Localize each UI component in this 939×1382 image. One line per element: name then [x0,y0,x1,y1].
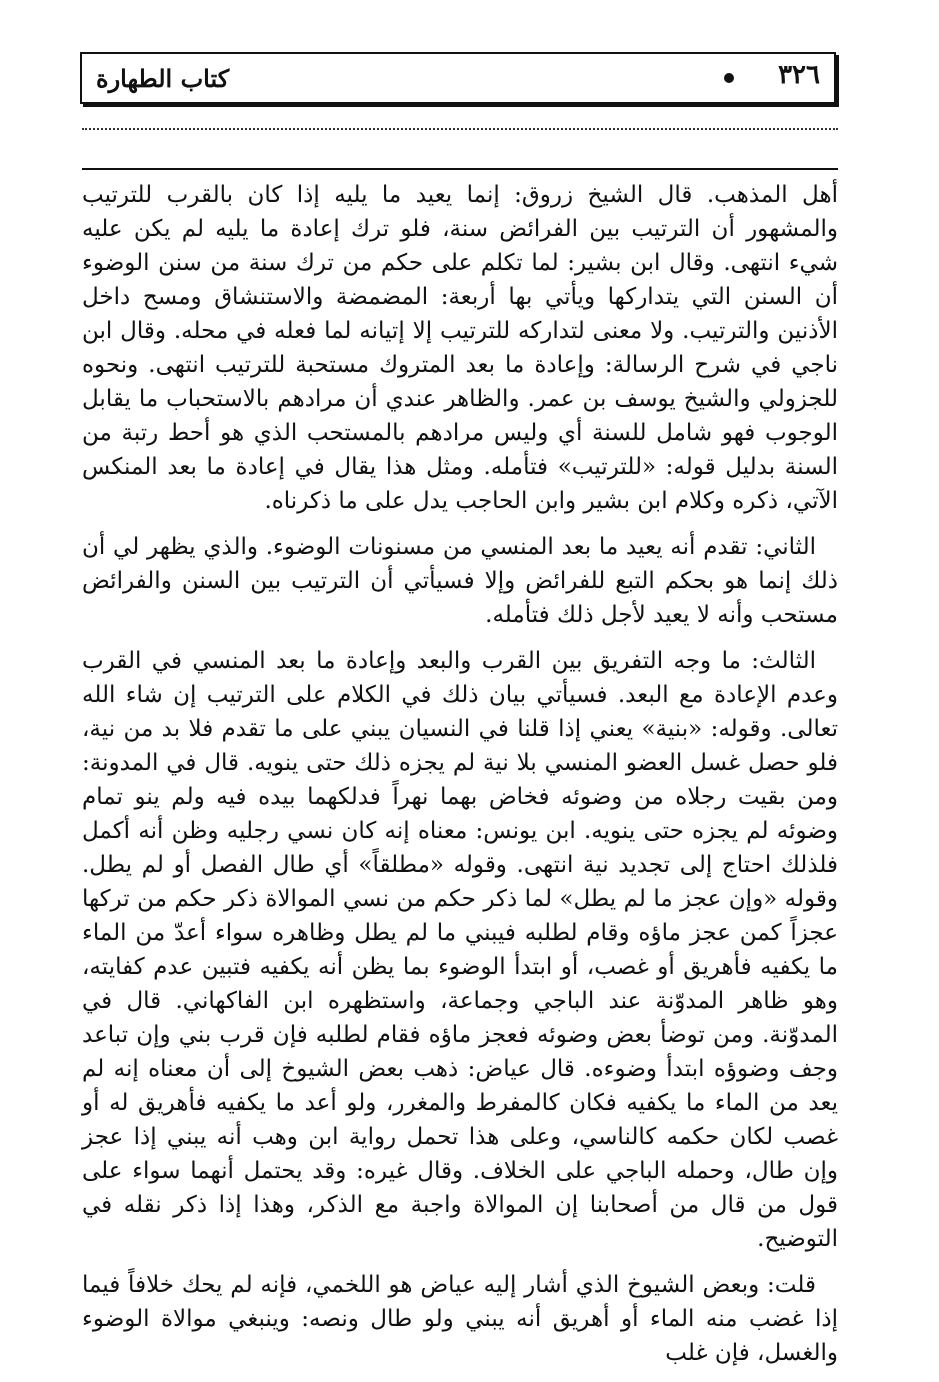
chapter-title: كتاب الطهارة [96,64,230,93]
page-number: ٣٢٦ [778,60,820,90]
dotted-separator [82,128,838,132]
horizontal-rule [82,168,838,170]
body-text [82,178,838,1382]
running-header [80,52,836,104]
header-bullet-dot [724,73,734,83]
paragraph: أهل المذهب. قال الشيخ زروق: إنما يعيد ما يليه إذا كان بالقرب للترتيب والمشهور أن الترتيب بين الفرائض سنة، فلو ترك إعادة ما يليه لم يكن عليه شيء انتهى. وقال ابن بشير: لما تكلم على حكم من ترك سنة من سنن الوضوء أن السنن التي يتداركها ويأتي بها أربعة: المضمضة والاستنشاق ومسح داخل الأذنين والترتيب. ولا معنى لتداركه للترتيب إلا إتيانه لما فعله في محله. وقال ابن ناجي في شرح الرسالة: وإعادة ما بعد المتروك مستحبة للترتيب انتهى. ونحوه للجزولي والشيخ يوسف بن عمر. والظاهر عندي أن مرادهم بالاستحباب ما يقابل الوجوب فهو شامل للسنة أي وليس مرادهم بالمستحب الذي هو أحط رتبة من السنة بدليل قوله: «للترتيب» فتأمله. ومثل هذا يقال في إعادة ما بعد المنكس الآتي، ذكره وكلام ابن بشير وابن الحاجب يدل على ما ذكرناه. [82,182,838,514]
paragraph: قلت: وبعض الشيوخ الذي أشار إليه عياض هو اللخمي، فإنه لم يحك خلافاً فيما إذا غضب منه الماء أو أهريق أنه يبني ولو طال ونصه: وينبغي موالاة الوضوء والغسل، فإن غلب [82,1272,838,1366]
paragraph: الثاني: تقدم أنه يعيد ما بعد المنسي من مسنونات الوضوء. والذي يظهر لي أن ذلك إنما هو بحكم التبع للفرائض وإلا فسيأتي أن الترتيب بين السنن والفرائض مستحب وأنه لا يعيد لأجل ذلك فتأمله. [82,534,838,628]
paragraph: الثالث: ما وجه التفريق بين القرب والبعد وإعادة ما بعد المنسي في القرب وعدم الإعادة مع البعد. فسيأتي بيان ذلك في الكلام على الترتيب إن شاء الله تعالى. وقوله: «بنية» يعني إذا قلنا في النسيان يبني على ما تقدم فلا بد من نية، فلو حصل غسل العضو المنسي بلا نية لم يجزه ذلك حتى ينويه. قال في المدونة: ومن بقيت رجلاه من وضوئه فخاض بهما نهراً فدلكهما بيده فيه ولم ينو تمام وضوئه لم يجزه حتى ينويه. ابن يونس: معناه إنه كان نسي رجليه وظن أنه أكمل فلذلك احتاج إلى تجديد نية انتهى. وقوله «مطلقاً» أي طال الفصل أو لم يطل. وقوله «وإن عجز ما لم يطل» لما ذكر حكم من نسي الموالاة ذكر حكم من تركها عجزاً كمن عجز ماؤه وقام لطلبه فيبني ما لم يطل وظاهره سواء أعدّ من الماء ما يكفيه فأهريق أو غصب، أو ابتدأ الوضوء بما يظن أنه يكفيه فتبين عدم كفايته، وهو ظاهر المدوّنة عند الباجي وجماعة، واستظهره ابن الفاكهاني. قال في المدوّنة. ومن توضأ بعض وضوئه فعجز ماؤه فقام لطلبه فإن قرب بني وإن تباعد وجف وضوؤه ابتدأ وضوءه. قال عياض: ذهب بعض الشيوخ إلى أن معناه إنه لم يعد من الماء ما يكفيه فكان كالمفرط والمغرر، ولو أعد ما يكفيه فأهريق له أو غصب لكان حكمه كالناسي، وعلى هذا تحمل رواية ابن وهب أنه يبني إذا عجز وإن طال، وحمله الباجي على الخلاف. وقال غيره: وقد يحتمل أنهما سواء على قول من قال من أصحابنا إن الموالاة واجبة مع الذكر، وهذا إذا ذكر نقله في التوضيح. [82,648,838,1252]
